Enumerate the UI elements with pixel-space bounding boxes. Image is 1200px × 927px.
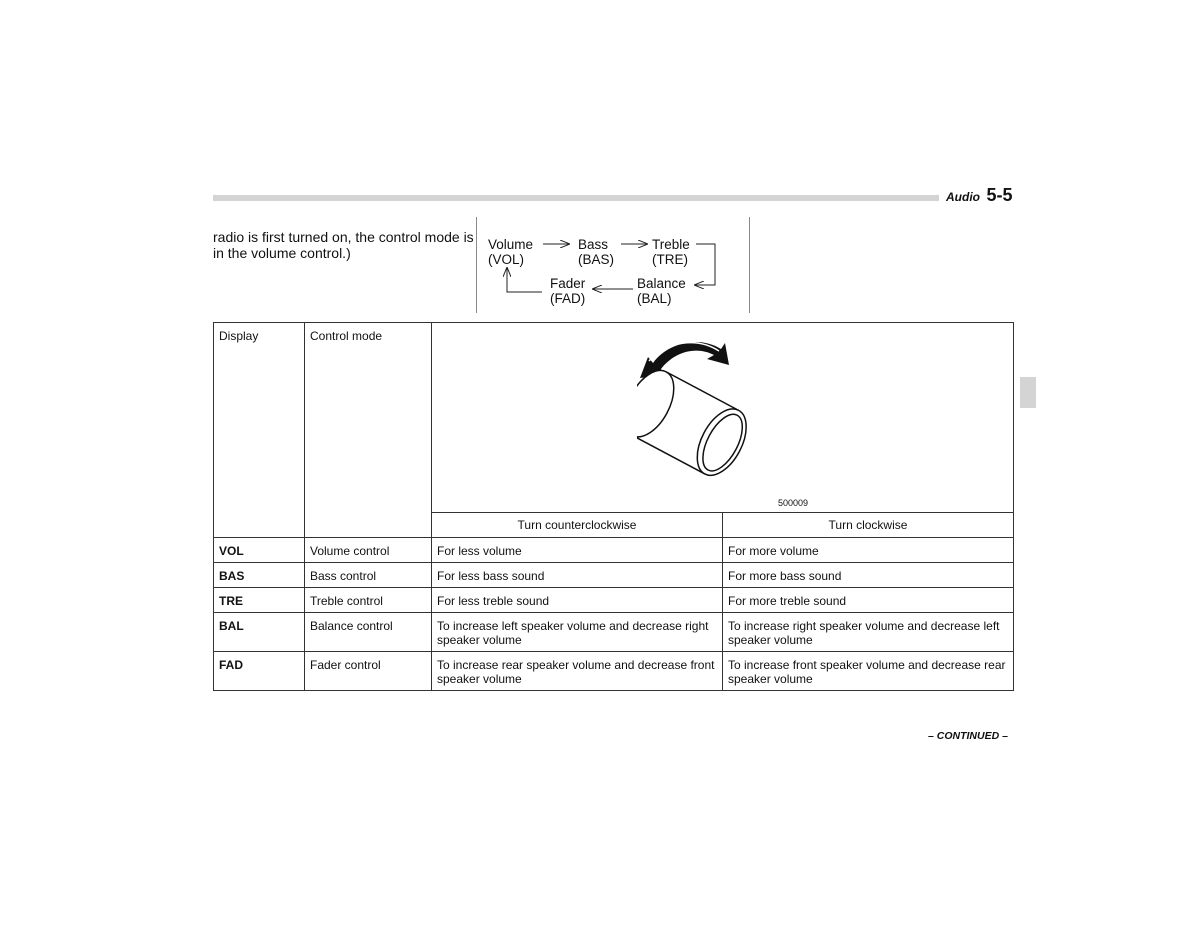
table-row — [214, 652, 1014, 691]
table-row — [214, 613, 1014, 652]
intro-text: radio is first turned on, the control mode is in the volume control.) — [213, 229, 474, 261]
rotary-knob-icon — [637, 331, 767, 491]
knob-figure — [432, 323, 1014, 513]
row-cw: For more treble sound — [723, 588, 1014, 613]
row-ccw: To increase rear speaker volume and decrease front speaker volume — [432, 652, 723, 691]
header-rule — [213, 195, 939, 201]
chapter-tab — [1020, 377, 1036, 408]
row-mode: Balance control — [305, 613, 432, 652]
row-display: VOL — [214, 538, 305, 563]
row-cw: To increase right speaker volume and decrease left speaker volume — [723, 613, 1014, 652]
divider-right — [749, 217, 750, 313]
figure-code: 500009 — [778, 498, 809, 508]
section-title: Audio — [946, 190, 980, 204]
mode-fader: Fader (FAD) — [550, 276, 586, 306]
row-display: BAL — [214, 613, 305, 652]
row-cw: For more bass sound — [723, 563, 1014, 588]
page-number: 5-5 — [986, 185, 1013, 205]
mode-balance: Balance (BAL) — [637, 276, 686, 306]
header-control-mode: Control mode — [305, 323, 432, 538]
row-display: TRE — [214, 588, 305, 613]
table-row — [214, 563, 1014, 588]
row-cw: To increase front speaker volume and decrease rear speaker volume — [723, 652, 1014, 691]
mode-volume: Volume (VOL) — [488, 237, 534, 267]
row-mode: Bass control — [305, 563, 432, 588]
row-cw: For more volume — [723, 538, 1014, 563]
header-ccw: Turn counterclockwise — [432, 513, 723, 538]
row-mode: Volume control — [305, 538, 432, 563]
row-ccw: For less volume — [432, 538, 723, 563]
mode-treble: Treble (TRE) — [652, 237, 690, 267]
row-ccw: For less bass sound — [432, 563, 723, 588]
row-ccw: To increase left speaker volume and decrease right speaker volume — [432, 613, 723, 652]
continued-footer: – CONTINUED – — [928, 730, 1008, 742]
row-mode: Treble control — [305, 588, 432, 613]
table-header-row — [214, 323, 1014, 513]
mode-bass: Bass (BAS) — [578, 237, 615, 267]
table-row — [214, 588, 1014, 613]
page-header — [946, 185, 1012, 206]
table-row — [214, 538, 1014, 563]
row-display: FAD — [214, 652, 305, 691]
row-ccw: For less treble sound — [432, 588, 723, 613]
control-mode-table — [213, 322, 1014, 691]
header-cw: Turn clockwise — [723, 513, 1014, 538]
header-display: Display — [214, 323, 305, 538]
row-display: BAS — [214, 563, 305, 588]
row-mode: Fader control — [305, 652, 432, 691]
